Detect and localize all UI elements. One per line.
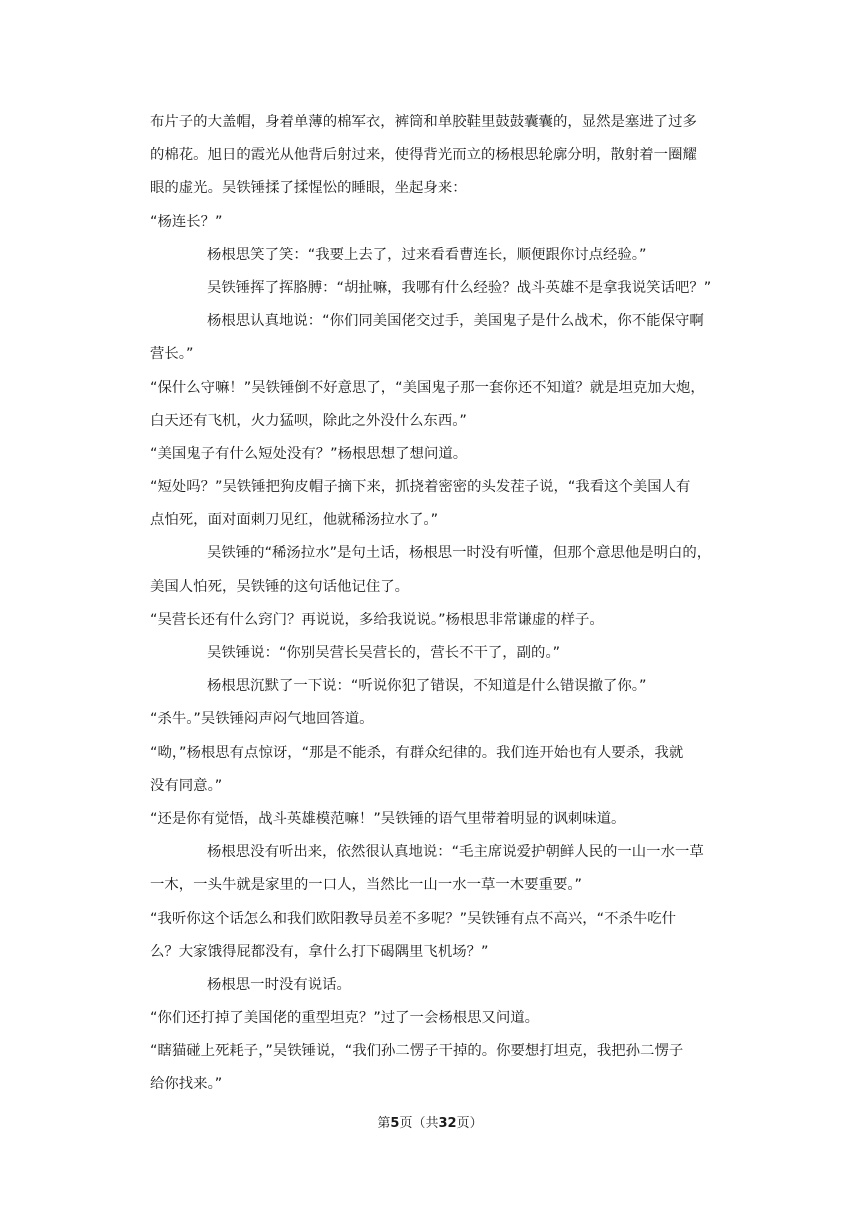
text-line: 吴铁锤挥了挥胳膊：“胡扯嘛，我哪有什么经验？战斗英雄不是拿我说笑话吧？”	[207, 279, 712, 296]
footer-middle: 页（共	[399, 1116, 439, 1131]
footer-suffix: 页）	[456, 1116, 483, 1131]
text-line: 眼的虚光。吴铁锤揉了揉惺忪的睡眼，坐起身来：	[150, 180, 467, 197]
text-line: “杨连长？”	[150, 213, 223, 230]
text-line: 杨根思没有听出来，依然很认真地说：“毛主席说爱护朝鲜人民的一山一水一草	[207, 844, 704, 861]
text-line: “吴营长还有什么窍门？再说说，多给我说说。”杨根思非常谦虚的样子。	[150, 611, 604, 628]
text-line: 杨根思一时没有说话。	[207, 976, 351, 993]
text-line: 的棉花。旭日的霞光从他背后射过来，使得背光而立的杨根思轮廓分明，散射着一圈耀	[150, 147, 697, 164]
text-line: 没有同意。”	[150, 777, 223, 794]
text-line: “杀牛。”吴铁锤闷声闷气地回答道。	[150, 711, 374, 728]
text-line: 杨根思沉默了一下说：“听说你犯了错误，不知道是什么错误撤了你。”	[207, 678, 647, 695]
text-line: 吴铁锤的“稀汤拉水”是句土话，杨根思一时没有听懂，但那个意思他是明白的，	[207, 545, 712, 562]
text-line: 营长。”	[150, 346, 194, 363]
text-line: 么？大家饿得屁都没有，拿什么打下碣隅里飞机场？”	[150, 943, 489, 960]
text-line: 美国人怕死，吴铁锤的这句话他记住了。	[150, 578, 410, 595]
page-footer	[0, 1112, 860, 1131]
text-line: 杨根思认真地说：“你们同美国佬交过手，美国鬼子是什么战术，你不能保守啊	[207, 313, 704, 330]
text-line: “我听你这个话怎么和我们欧阳教导员差不多呢？”吴铁锤有点不高兴，“不杀牛吃什	[150, 910, 677, 927]
text-line: 白天还有飞机，火力猛呗，除此之外没什么东西。”	[150, 412, 467, 429]
text-line: “呦，”杨根思有点惊讶，“那是不能杀，有群众纪律的。我们连开始也有人要杀，我就	[150, 744, 684, 761]
text-line: 吴铁锤说：“你别吴营长吴营长的，营长不干了，副的。”	[207, 645, 561, 661]
text-line: “短处吗？”吴铁锤把狗皮帽子摘下来，抓挠着密密的头发茬子说，“我看这个美国人有	[150, 479, 691, 496]
text-line: “瞎猫碰上死耗子，”吴铁锤说，“我们孙二愣子干掉的。你要想打坦克，我把孙二愣子	[150, 1043, 684, 1060]
text-line: “保什么守嘛！”吴铁锤倒不好意思了，“美国鬼子那一套你还不知道？就是坦克加大炮，	[150, 379, 705, 396]
text-line: 一木，一头牛就是家里的一口人，当然比一山一水一草一木要重要。”	[150, 877, 582, 894]
text-line: 杨根思笑了笑：“我要上去了，过来看看曹连长，顺便跟你讨点经验。”	[207, 246, 647, 263]
footer-page-number: 5	[390, 1116, 400, 1131]
footer-prefix: 第	[377, 1116, 391, 1131]
text-line: 布片子的大盖帽，身着单薄的棉军衣，裤筒和单胶鞋里鼓鼓囊囊的，显然是塞进了过多	[150, 114, 697, 130]
footer-total-pages: 32	[438, 1116, 457, 1131]
text-line: “还是你有觉悟，战斗英雄模范嘛！”吴铁锤的语气里带着明显的讽刺味道。	[150, 810, 626, 827]
text-line: “美国鬼子有什么短处没有？”杨根思想了想问道。	[150, 445, 468, 462]
document-body	[150, 106, 716, 1102]
text-line: 点怕死，面对面刺刀见红，他就稀汤拉水了。”	[150, 512, 439, 529]
text-line: “你们还打掉了美国佬的重型坦克？”过了一会杨根思又问道。	[150, 1010, 540, 1027]
text-line: 给你找来。”	[150, 1076, 223, 1093]
